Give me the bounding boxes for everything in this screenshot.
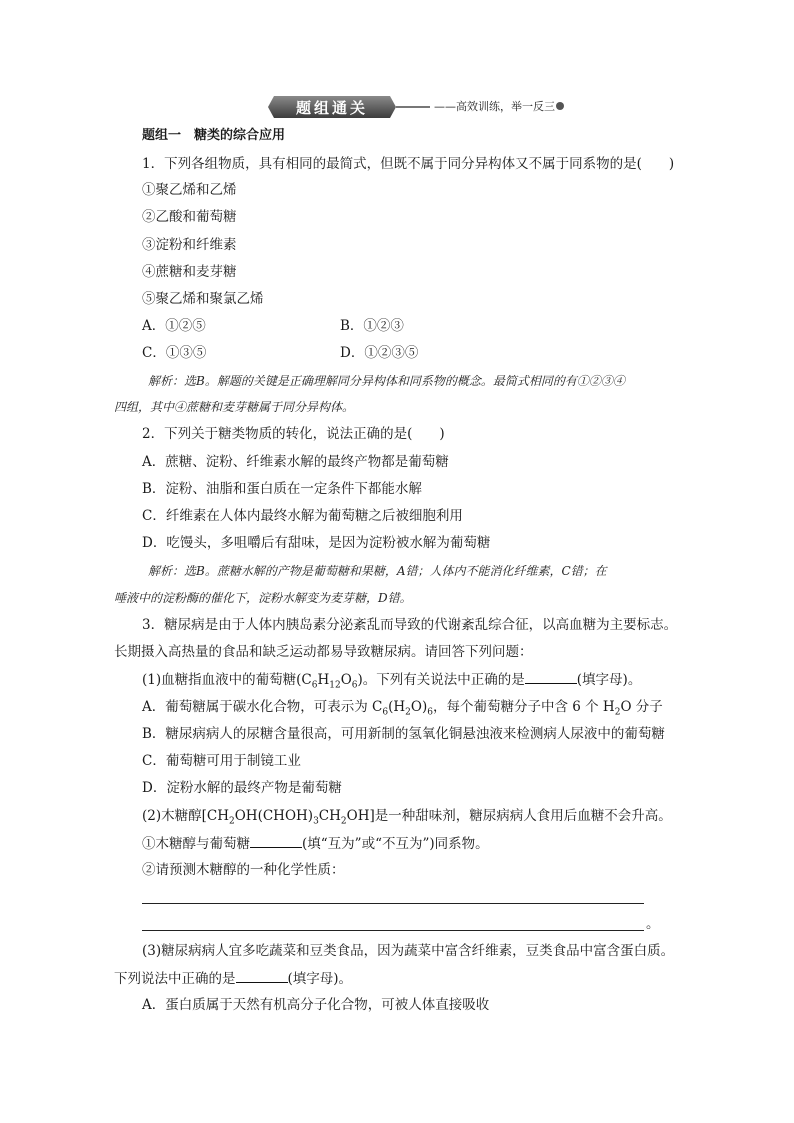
- q1-item-4: ④蔗糖和麦芽糖: [142, 264, 237, 280]
- answer-line-2[interactable]: [142, 930, 644, 931]
- q3-part3-line2: 下列说法中正确的是 (填字母)。: [114, 971, 353, 987]
- q1-item-1: ①聚乙烯和乙烯: [142, 182, 237, 198]
- q2-analysis-line1: 解析：选B。蔗糖水解的产物是葡萄糖和果糖，A错；人体内不能消化纤维素，C错；在: [148, 564, 607, 578]
- q1-analysis-line1: 解析：选B。解题的关键是正确理解同分异构体和同系物的概念。最简式相同的有①②③④: [148, 374, 625, 388]
- q3-part2-q2: ②请预测木糖醇的一种化学性质：: [142, 862, 345, 878]
- q3-stem-line1: 3．糖尿病是由于人体内胰岛素分泌紊乱而导致的代谢紊乱综合征，以高血糖为主要标志。: [142, 617, 678, 633]
- q3-part1-option-a: A．葡萄糖属于碳水化合物，可表示为 $C_6(H_2O)_6$，每个葡萄糖分子中含 6 个 $H_2O$ 分子: [142, 699, 663, 718]
- answer-blank[interactable]: [525, 670, 577, 684]
- q1-item-5: ⑤聚乙烯和聚氯乙烯: [142, 291, 264, 307]
- answer-blank[interactable]: [250, 834, 302, 848]
- q3-stem-line2: 长期摄入高热量的食品和缺乏运动都易导致糖尿病。请回答下列问题：: [114, 644, 533, 660]
- banner-dot-icon: [556, 102, 564, 110]
- q2-stem: 2．下列关于糖类物质的转化，说法正确的是( ): [142, 426, 445, 442]
- q3-part1-option-b: B．糖尿病病人的尿糖含量很高，可用新制的氢氧化铜悬浊液来检测病人尿液中的葡萄糖: [142, 726, 665, 742]
- q3-part1-stem: (1)血糖指血液中的葡萄糖$(C_6H_{12}O_6)$。下列有关说法中正确的是 (填字母)。: [142, 672, 642, 691]
- q2-option-b: B．淀粉、油脂和蛋白质在一定条件下都能水解: [142, 481, 422, 497]
- section-heading: 题组一 糖类的综合应用: [142, 128, 286, 143]
- q3-part2-stem: (2)木糖醇$[CH_2OH(CHOH)_3CH_2OH]$是一种甜味剂，糖尿病病人食用后血糖不会升高。: [142, 808, 672, 827]
- q1-option-d: D．①②③⑤: [340, 345, 419, 361]
- section-banner: [268, 96, 568, 118]
- banner-title: 题组通关: [295, 98, 368, 117]
- q1-stem: 1．下列各组物质，具有相同的最简式，但既不属于同分异构体又不属于同系物的是( ): [142, 156, 675, 172]
- q1-option-c: C．①③⑤: [142, 345, 207, 361]
- q3-part3-option-a: A．蛋白质属于天然有机高分子化合物，可被人体直接吸收: [142, 997, 490, 1013]
- q1-item-3: ③淀粉和纤维素: [142, 237, 237, 253]
- q1-option-b: B．①②③: [340, 318, 404, 334]
- banner-subtitle: ——高效训练，举一反三: [430, 98, 559, 114]
- q3-part2-q1: ①木糖醇与葡萄糖 (填“互为”或“不互为”)同系物。: [142, 836, 489, 852]
- q2-option-c: C．纤维素在人体内最终水解为葡萄糖之后被细胞利用: [142, 508, 463, 524]
- answer-blank[interactable]: [236, 969, 288, 983]
- q3-part1-option-c: C．葡萄糖可用于制镜工业: [142, 753, 301, 769]
- q3-part3-line1: (3)糖尿病病人宜多吃蔬菜和豆类食品，因为蔬菜中富含纤维素，豆类食品中富含蛋白质。: [142, 943, 675, 959]
- answer-line-end: 。: [646, 916, 660, 932]
- q1-analysis-line2: 四组，其中④蔗糖和麦芽糖属于同分异构体。: [114, 400, 355, 414]
- q2-analysis-line2: 唾液中的淀粉酶的催化下，淀粉水解变为麦芽糖，D错。: [114, 591, 412, 605]
- q2-option-d: D．吃馒头，多咀嚼后有甜味，是因为淀粉被水解为葡萄糖: [142, 535, 491, 551]
- q2-option-a: A．蔗糖、淀粉、纤维素水解的最终产物都是葡萄糖: [142, 454, 449, 470]
- q1-option-a: A．①②⑤: [142, 318, 206, 334]
- q1-item-2: ②乙酸和葡萄糖: [142, 209, 237, 225]
- answer-line-1[interactable]: [142, 903, 644, 904]
- q3-part1-option-d: D．淀粉水解的最终产物是葡萄糖: [142, 780, 342, 796]
